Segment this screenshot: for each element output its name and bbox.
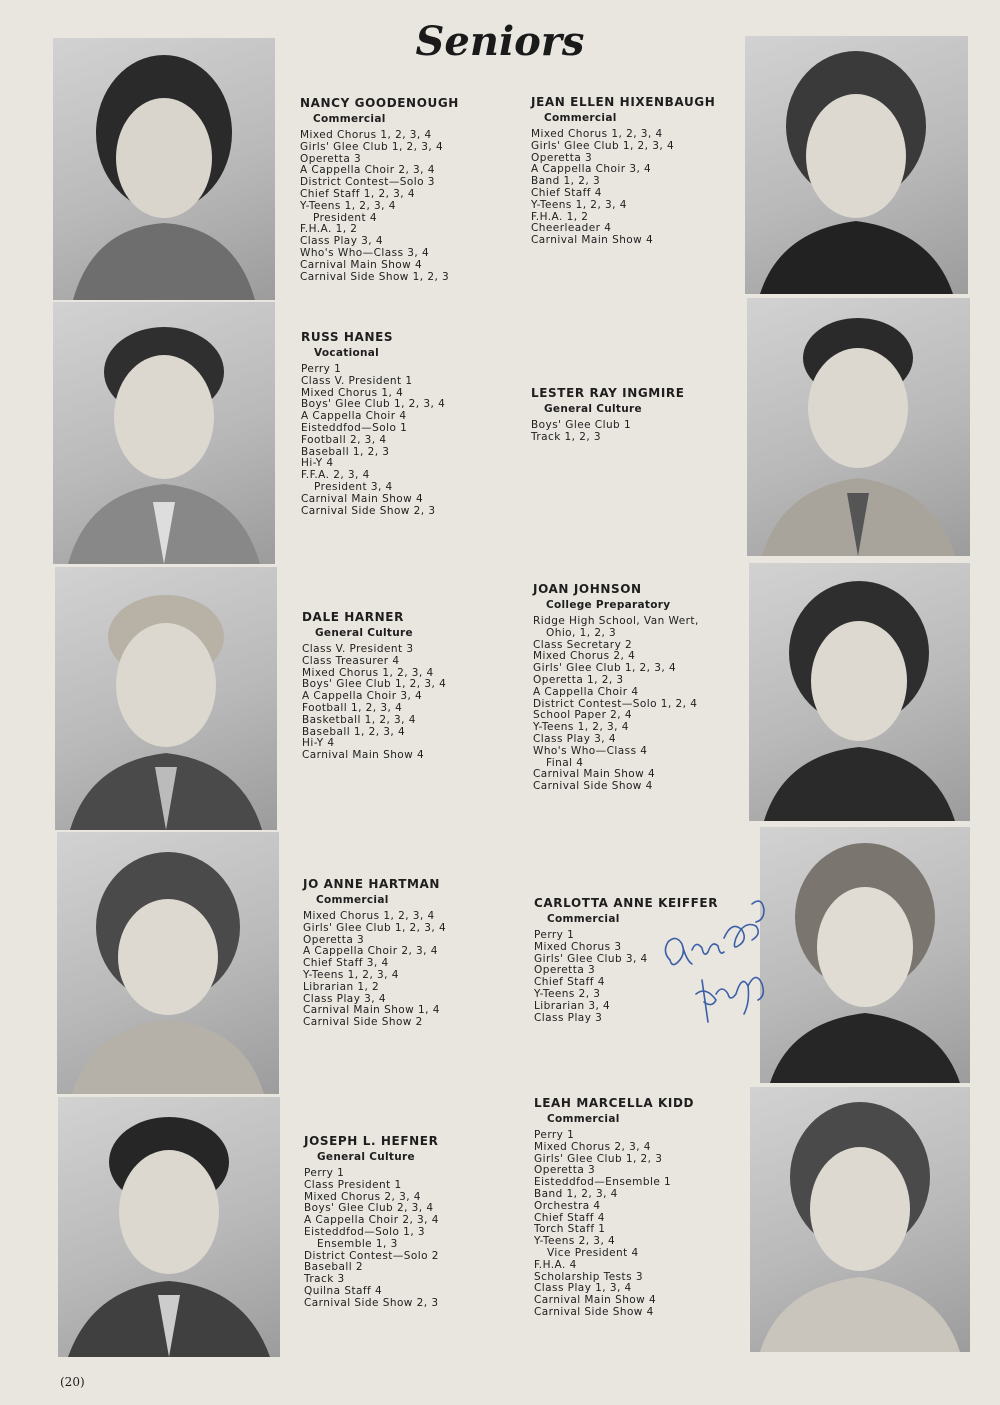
activity-item: Perry 1 xyxy=(534,1129,575,1141)
senior-name: JEAN ELLEN HIXENBAUGH xyxy=(531,95,716,109)
activity-item: A Cappella Choir 2, 3, 4 xyxy=(300,164,435,177)
activity-item: Track 1, 2, 3 xyxy=(531,430,602,443)
activity-item: A Cappella Choir 4 xyxy=(533,685,639,698)
activity-item: Vice President 4 xyxy=(547,1246,639,1259)
activity-item: Girls' Glee Club 1, 2, 3, 4 xyxy=(531,139,675,152)
activity-item: Mixed Chorus 1, 2, 3, 4 xyxy=(300,129,432,141)
senior-entry-nancy-goodenough xyxy=(300,96,500,283)
activity-item: Class Play 3 xyxy=(534,1011,603,1024)
senior-name: JOSEPH L. HEFNER xyxy=(304,1134,439,1148)
activity-item: Ensemble 1, 3 xyxy=(317,1237,398,1250)
activity-item: Torch Staff 1 xyxy=(534,1223,606,1236)
senior-entry-joan-johnson xyxy=(533,582,733,793)
activity-item: Carnival Main Show 4 xyxy=(301,492,424,505)
activity-item: Perry 1 xyxy=(301,363,342,375)
activity-item: Eisteddfod—Solo 1 xyxy=(301,421,408,434)
senior-course: College Preparatory xyxy=(546,599,671,611)
activity-item: Y-Teens 2, 3, 4 xyxy=(534,1235,616,1248)
activity-item: Class Play 3, 4 xyxy=(303,992,386,1005)
activity-item: Chief Staff 3, 4 xyxy=(303,957,389,970)
activity-item: Boys' Glee Club 1 xyxy=(531,419,632,431)
activity-item: A Cappella Choir 2, 3, 4 xyxy=(304,1214,439,1227)
senior-course: Commercial xyxy=(316,894,389,906)
activity-item: Baseball 1, 2, 3 xyxy=(301,445,390,458)
activity-item: F.H.A. 4 xyxy=(534,1258,577,1271)
activity-list xyxy=(300,130,500,283)
senior-name: DALE HARNER xyxy=(302,610,404,624)
activity-item: Class V. President 1 xyxy=(301,374,413,387)
activity-item: Carnival Side Show 4 xyxy=(533,780,653,793)
activity-item: Band 1, 2, 3 xyxy=(531,175,601,188)
portrait-photo-leah-kidd xyxy=(750,1087,970,1352)
activity-item: F.H.A. 1, 2 xyxy=(531,210,589,223)
portrait-photo-russ-hanes xyxy=(53,302,275,564)
activity-item: Who's Who—Class 3, 4 xyxy=(300,246,430,259)
activity-item: Carnival Side Show 2, 3 xyxy=(304,1296,439,1309)
activity-item: President 4 xyxy=(313,211,377,224)
activity-item: Who's Who—Class 4 xyxy=(533,744,648,757)
activity-item: Mixed Chorus 2, 3, 4 xyxy=(534,1140,651,1153)
page-title: Seniors xyxy=(415,18,585,65)
activity-list xyxy=(533,616,733,793)
activity-item: Carnival Side Show 1, 2, 3 xyxy=(300,270,450,283)
activity-item: Perry 1 xyxy=(534,929,575,941)
activity-item: School Paper 2, 4 xyxy=(533,709,632,722)
activity-item: Football 1, 2, 3, 4 xyxy=(302,701,403,714)
activity-item: Mixed Chorus 2, 3, 4 xyxy=(304,1190,421,1203)
activity-list xyxy=(531,129,731,247)
activity-item: Hi-Y 4 xyxy=(302,737,335,750)
activity-item: Perry 1 xyxy=(304,1167,345,1179)
activity-item: Ridge High School, Van Wert, xyxy=(533,615,699,627)
activity-item: Eisteddfod—Solo 1, 3 xyxy=(304,1225,426,1238)
activity-item: Scholarship Tests 3 xyxy=(534,1270,643,1283)
activity-item: F.H.A. 1, 2 xyxy=(300,223,358,236)
activity-item: Carnival Main Show 4 xyxy=(302,749,425,762)
activity-item: Class Play 3, 4 xyxy=(533,732,616,745)
activity-item: Carnival Main Show 4 xyxy=(533,768,656,781)
activity-item: Quilna Staff 4 xyxy=(304,1284,383,1297)
activity-item: Operetta 3 xyxy=(534,1164,596,1177)
activity-list xyxy=(302,644,502,762)
activity-item: Mixed Chorus 1, 4 xyxy=(301,386,404,399)
activity-item: Class Secretary 2 xyxy=(533,638,633,651)
senior-course: Commercial xyxy=(313,113,386,125)
senior-name: CARLOTTA ANNE KEIFFER xyxy=(534,896,719,910)
activity-item: Y-Teens 1, 2, 3, 4 xyxy=(300,199,396,212)
activity-item: Boys' Glee Club 1, 2, 3, 4 xyxy=(302,678,447,691)
handwritten-signature xyxy=(652,890,777,1040)
senior-course: General Culture xyxy=(317,1151,415,1163)
activity-item: Class President 1 xyxy=(304,1178,402,1191)
activity-item: Carnival Main Show 4 xyxy=(300,258,423,271)
activity-item: Final 4 xyxy=(546,756,584,769)
activity-item: Y-Teens 2, 3 xyxy=(534,987,601,1000)
activity-item: Operetta 3 xyxy=(534,964,596,977)
senior-name: RUSS HANES xyxy=(301,330,394,344)
activity-item: Class Play 1, 3, 4 xyxy=(534,1282,632,1295)
activity-item: Class Play 3, 4 xyxy=(300,235,383,248)
activity-item: Carnival Side Show 4 xyxy=(534,1305,654,1318)
portrait-photo-lester-ingmire xyxy=(747,298,970,556)
activity-item: Operetta 3 xyxy=(303,933,365,946)
senior-name: JO ANNE HARTMAN xyxy=(303,877,441,891)
senior-entry-jo-anne-hartman xyxy=(303,877,503,1029)
activity-item: Cheerleader 4 xyxy=(531,222,612,235)
activity-item: Carnival Side Show 2, 3 xyxy=(301,504,436,517)
activity-item: A Cappella Choir 4 xyxy=(301,410,407,423)
senior-course: Commercial xyxy=(544,112,617,124)
activity-item: Mixed Chorus 1, 2, 3, 4 xyxy=(302,666,434,679)
senior-entry-russ-hanes xyxy=(301,330,501,517)
activity-item: Y-Teens 1, 2, 3, 4 xyxy=(531,198,627,211)
activity-item: Y-Teens 1, 2, 3, 4 xyxy=(533,721,629,734)
senior-entry-jean-hixenbaugh xyxy=(531,95,731,247)
activity-item: Class Treasurer 4 xyxy=(302,654,400,667)
senior-name: JOAN JOHNSON xyxy=(533,582,642,596)
activity-item: Boys' Glee Club 1, 2, 3, 4 xyxy=(301,398,446,411)
activity-list xyxy=(301,364,501,517)
activity-item: Carnival Main Show 4 xyxy=(534,1294,657,1307)
activity-item: District Contest—Solo 1, 2, 4 xyxy=(533,697,698,710)
activity-item: Hi-Y 4 xyxy=(301,457,334,470)
activity-item: Football 2, 3, 4 xyxy=(301,433,387,446)
activity-list xyxy=(534,1130,734,1319)
activity-item: Operetta 1, 2, 3 xyxy=(533,673,624,686)
activity-item: Class V. President 3 xyxy=(302,643,414,655)
senior-name: LEAH MARCELLA KIDD xyxy=(534,1096,695,1110)
activity-item: Girls' Glee Club 1, 2, 3 xyxy=(534,1152,663,1165)
activity-item: Carnival Main Show 4 xyxy=(531,234,654,247)
senior-course: Vocational xyxy=(314,347,380,359)
activity-item: President 3, 4 xyxy=(314,480,393,493)
senior-entry-lester-ingmire xyxy=(531,386,731,444)
activity-item: Mixed Chorus 1, 2, 3, 4 xyxy=(531,128,663,140)
activity-item: Girls' Glee Club 3, 4 xyxy=(534,952,648,965)
activity-list xyxy=(303,911,503,1029)
activity-item: District Contest—Solo 3 xyxy=(300,176,435,189)
portrait-photo-carlotta-keiffer xyxy=(760,827,970,1083)
senior-entry-leah-kidd xyxy=(534,1096,734,1319)
portrait-photo-joan-johnson xyxy=(749,563,970,821)
activity-item: Operetta 3 xyxy=(300,152,362,165)
senior-entry-dale-harner xyxy=(302,610,502,762)
activity-item: Mixed Chorus 1, 2, 3, 4 xyxy=(303,910,435,922)
senior-course: General Culture xyxy=(315,627,413,639)
activity-item: Chief Staff 4 xyxy=(534,976,605,989)
activity-item: Operetta 3 xyxy=(531,151,593,164)
activity-item: Chief Staff 1, 2, 3, 4 xyxy=(300,187,415,200)
activity-item: Carnival Main Show 1, 4 xyxy=(303,1004,440,1017)
activity-item: Baseball 2 xyxy=(304,1261,364,1274)
activity-item: Baseball 1, 2, 3, 4 xyxy=(302,725,406,738)
activity-item: Y-Teens 1, 2, 3, 4 xyxy=(303,968,399,981)
senior-course: Commercial xyxy=(547,913,620,925)
portrait-photo-jean-hixenbaugh xyxy=(745,36,968,294)
activity-item: Mixed Chorus 3 xyxy=(534,940,622,953)
senior-entry-joseph-hefner xyxy=(304,1134,504,1310)
activity-item: Basketball 1, 2, 3, 4 xyxy=(302,713,416,726)
activity-item: Band 1, 2, 3, 4 xyxy=(534,1187,618,1200)
activity-item: Girls' Glee Club 1, 2, 3, 4 xyxy=(303,921,447,934)
activity-item: Chief Staff 4 xyxy=(531,186,602,199)
portrait-photo-joseph-hefner xyxy=(58,1097,280,1357)
portrait-photo-dale-harner xyxy=(55,567,277,830)
activity-item: Chief Staff 4 xyxy=(534,1211,605,1224)
activity-item: Carnival Side Show 2 xyxy=(303,1016,423,1029)
activity-item: Mixed Chorus 2, 4 xyxy=(533,650,636,663)
activity-item: District Contest—Solo 2 xyxy=(304,1249,439,1262)
senior-name: NANCY GOODENOUGH xyxy=(300,96,459,110)
senior-name: LESTER RAY INGMIRE xyxy=(531,386,685,400)
activity-list xyxy=(531,420,731,444)
activity-item: A Cappella Choir 3, 4 xyxy=(302,690,423,703)
activity-item: Girls' Glee Club 1, 2, 3, 4 xyxy=(300,140,444,153)
senior-course: General Culture xyxy=(544,403,642,415)
activity-item: Girls' Glee Club 1, 2, 3, 4 xyxy=(533,662,677,675)
activity-item: Librarian 3, 4 xyxy=(534,999,611,1012)
portrait-photo-jo-anne-hartman xyxy=(57,832,279,1094)
portrait-photo-nancy-goodenough xyxy=(53,38,275,300)
page-number: (20) xyxy=(60,1375,85,1389)
activity-list xyxy=(304,1168,504,1310)
activity-item: A Cappella Choir 2, 3, 4 xyxy=(303,945,438,958)
activity-item: Ohio, 1, 2, 3 xyxy=(546,626,617,639)
activity-item: Boys' Glee Club 2, 3, 4 xyxy=(304,1202,434,1215)
senior-course: Commercial xyxy=(547,1113,620,1125)
activity-item: Orchestra 4 xyxy=(534,1199,601,1212)
activity-item: Librarian 1, 2 xyxy=(303,980,380,993)
activity-item: Eisteddfod—Ensemble 1 xyxy=(534,1176,672,1189)
activity-item: A Cappella Choir 3, 4 xyxy=(531,163,652,176)
activity-item: Track 3 xyxy=(304,1273,345,1286)
activity-item: F.F.A. 2, 3, 4 xyxy=(301,469,370,482)
